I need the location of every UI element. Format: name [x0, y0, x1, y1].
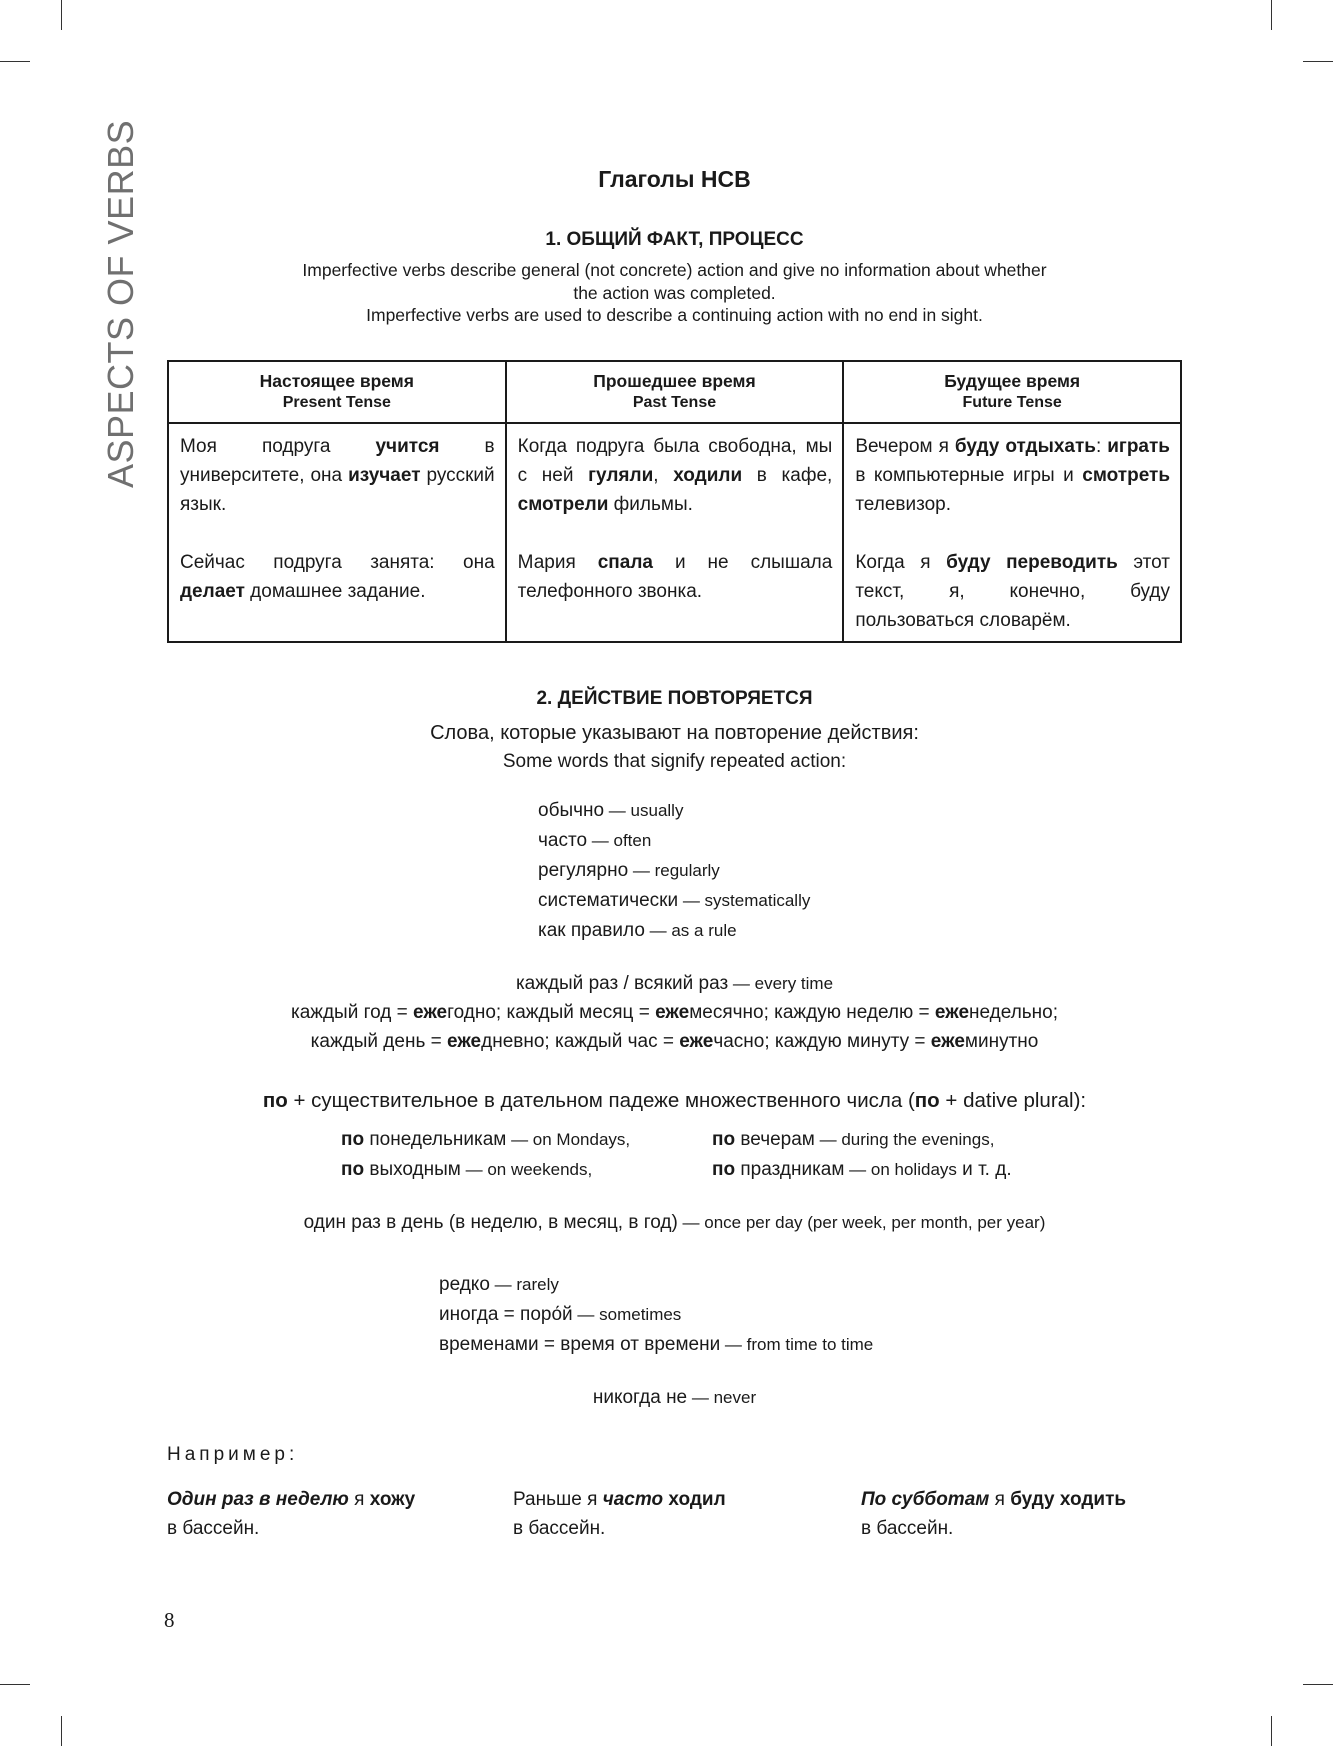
header-future	[843, 361, 1181, 423]
intro-line: Imperfective verbs are used to describe a continuing action with no end in sight.	[366, 305, 983, 325]
header-en: Future Tense	[962, 394, 1062, 411]
crop-mark	[1303, 61, 1333, 62]
eje-line: каждый год = ежегодно; каждый месяц = ежемесячно; каждую неделю = еженедельно;	[290, 1002, 1059, 1023]
header-past	[506, 361, 844, 423]
list-item: часто — often	[538, 830, 652, 851]
cell-future	[843, 423, 1181, 642]
rare-list	[439, 1270, 873, 1360]
tense-table	[167, 360, 1182, 643]
example-paragraph: Сейчас подруга занята: она делает домашнее задание.	[180, 552, 495, 602]
example-paragraph: Когда я буду переводить этот текст, я, конечно, буду пользоваться словарём.	[855, 552, 1170, 631]
list-item: по праздникам — on holidays и т. д.	[712, 1159, 1012, 1180]
example-paragraph: Мария спала и не слышала телефонного звонка.	[517, 552, 833, 602]
examples-label: Например:	[167, 1444, 299, 1465]
page-title: Глаголы НСВ	[598, 166, 751, 192]
header-present	[168, 361, 506, 423]
header-en: Past Tense	[632, 394, 717, 411]
crop-mark	[0, 61, 30, 62]
example-paragraph: Моя подруга учится в университете, она изучает русский язык.	[180, 436, 495, 515]
po-examples-right	[712, 1125, 1012, 1185]
header-ru: Будущее время	[944, 371, 1081, 391]
example-item: Раньше я часто ходил в бассейн.	[513, 1489, 726, 1539]
po-rule: по + существительное в дательном падеже множественного числа (по + dative plural):	[262, 1089, 1087, 1112]
section1-heading: 1. ОБЩИЙ ФАКТ, ПРОЦЕСС	[545, 229, 804, 250]
section1-intro	[167, 259, 1182, 327]
table-header-row	[168, 361, 1181, 423]
crop-mark	[61, 0, 62, 30]
list-item: по выходным — on weekends,	[341, 1159, 593, 1180]
side-title: ASPECTS OF VERBS	[100, 119, 141, 488]
list-item: обычно — usually	[538, 800, 684, 821]
list-item: иногда = поро́й — sometimes	[439, 1304, 682, 1325]
example-paragraph: Когда подруга была свободна, мы с ней гуляли, ходили в кафе, смотрели фильмы.	[517, 436, 833, 515]
crop-mark	[61, 1716, 62, 1746]
crop-mark	[0, 1684, 30, 1685]
example-item: По субботам я буду ходить в бассейн.	[861, 1489, 1127, 1539]
cell-present	[168, 423, 506, 642]
header-ru: Прошедшее время	[593, 371, 756, 391]
header-en: Present Tense	[282, 394, 391, 411]
crop-mark	[1271, 0, 1272, 30]
once-per-line: один раз в день (в неделю, в месяц, в год) — once per day (per week, per month, per year)	[303, 1212, 1046, 1233]
intro-line: the action was completed.	[573, 282, 776, 303]
never-line: никогда не — never	[592, 1387, 757, 1408]
eje-line: каждый день = ежедневно; каждый час = ежечасно; каждую минуту = ежеминутно	[310, 1031, 1039, 1052]
every-time-line: каждый раз / всякий раз — every time	[515, 973, 834, 994]
section2-heading: 2. ДЕЙСТВИЕ ПОВТОРЯЕТСЯ	[536, 688, 813, 709]
crop-mark	[1271, 1716, 1272, 1746]
list-item: редко — rarely	[439, 1274, 559, 1295]
example-paragraph: Вечером я буду отдыхать: играть в компьютерные игры и смотреть телевизор.	[855, 436, 1170, 515]
list-item: временами = время от времени — from time to time	[439, 1334, 874, 1355]
crop-mark	[1303, 1684, 1333, 1685]
page-number: 8	[164, 1608, 175, 1632]
example-item: Один раз в неделю я хожу в бассейн.	[167, 1489, 416, 1539]
cell-past	[506, 423, 844, 642]
list-item: регулярно — regularly	[538, 860, 720, 881]
header-ru: Настоящее время	[259, 371, 414, 391]
po-examples-left	[341, 1125, 630, 1185]
list-item: как правило — as a rule	[538, 920, 737, 941]
list-item: по понедельникам — on Mondays,	[341, 1129, 631, 1150]
frequency-list	[538, 796, 810, 946]
list-item: по вечерам — during the evenings,	[712, 1129, 995, 1150]
table-row	[168, 423, 1181, 642]
intro-line: Imperfective verbs describe general (not concrete) action and give no information about whether	[302, 260, 1047, 280]
list-item: систематически — systematically	[538, 890, 811, 911]
section2-intro-en: Some words that signify repeated action:	[502, 751, 847, 772]
section2-intro-ru: Слова, которые указывают на повторение действия:	[430, 722, 919, 744]
